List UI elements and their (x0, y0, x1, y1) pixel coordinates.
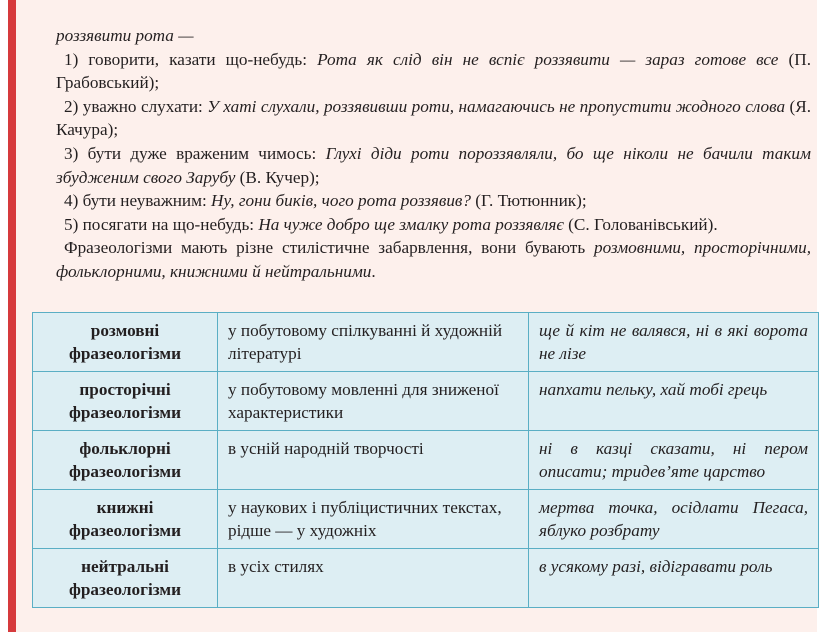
examples-cell: ні в казці сказати, ні пером описати; тридев’яте царство (529, 431, 819, 490)
usage-cell: в усіх стилях (218, 549, 529, 608)
examples-cell: в усякому разі, відігравати роль (529, 549, 819, 608)
type-cell: нейтральні фразеологізми (33, 549, 218, 608)
type-cell: фольклорні фразеологізми (33, 431, 218, 490)
meaning-4: 4) бути неуважним: Ну, гони биків, чого рота роззявив? (Г. Тютюнник); (64, 191, 587, 211)
meaning-1: 1) говорити, казати що-небудь: Рота як слід він не вспіє роззявити — зараз готове все (П. Грабовський); (56, 49, 811, 93)
meaning-5: 5) посягати на що-небудь: На чуже добро ще змалку рота роззявляє (С. Голованівський). (64, 214, 718, 234)
examples-cell: ще й кіт не валявся, ні в які ворота не лізе (529, 313, 819, 372)
usage-cell: у наукових і публіцистичних текстах, рідше — у художніх (218, 490, 529, 549)
meaning-3: 3) бути дуже враженим чимось: Глухі діди роти пороззявляли, бо ще ніколи не бачили таким збудженим свого Зарубу (В. Кучер); (56, 143, 811, 187)
meaning-2: 2) уважно слухати: У хаті слухали, роззявивши роти, намагаючись не пропустити жодного слова (Я. Качура); (56, 96, 811, 140)
type-cell: просторічні фразеологізми (33, 372, 218, 431)
type-cell: книжні фразеологізми (33, 490, 218, 549)
table-row (33, 372, 819, 431)
usage-cell: в усній народній творчості (218, 431, 529, 490)
type-cell: розмовні фразеологізми (33, 313, 218, 372)
usage-cell: у побутовому мовленні для зниженої характеристики (218, 372, 529, 431)
summary-paragraph: Фразеологізми мають різне стилістичне забарвлення, вони бувають розмовними, просторічними, фольклорними, книжними й нейтральними. (56, 238, 811, 281)
page-accent-bar (8, 0, 16, 632)
entry-headword: роззявити рота — (56, 26, 194, 45)
table-row (33, 490, 819, 549)
table-row (33, 431, 819, 490)
dictionary-entry (56, 24, 811, 284)
usage-cell: у побутовому спілкуванні й художній літературі (218, 313, 529, 372)
textbook-page (8, 0, 817, 632)
examples-cell: напхати пельку, хай тобі грець (529, 372, 819, 431)
examples-cell: мертва точка, осідлати Пегаса, яблуко розбрату (529, 490, 819, 549)
table-row (33, 313, 819, 372)
phraseology-styles-table (32, 312, 819, 608)
table-row (33, 549, 819, 608)
